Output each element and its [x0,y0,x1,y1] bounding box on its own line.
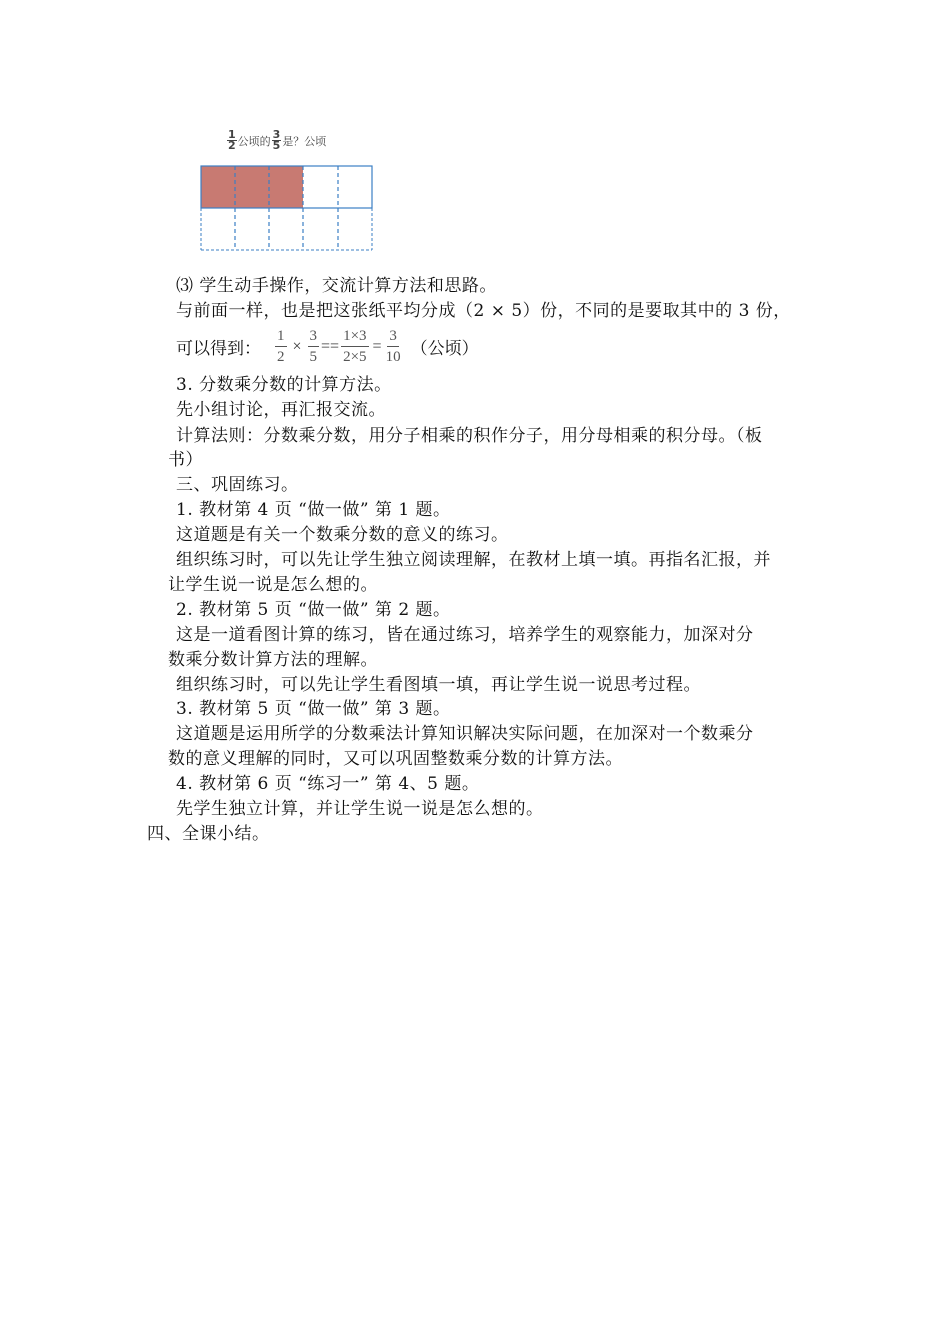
fraction-numerator: 1×3 [341,326,368,347]
text-line: 书） [168,450,203,470]
caption-text-end: 是？公顷 [282,134,327,148]
fraction-denominator: 5 [272,139,281,152]
caption-fraction-three-fifths [272,130,282,151]
shaded-cell-1 [201,166,235,208]
text-line: 计算法则：分数乘分数，用分子相乘的积作分子，用分母相乘的积分母。（板 [176,426,763,446]
text-line: 先小组讨论，再汇报交流。 [176,400,386,420]
text-line: 1. 教材第 4 页 “做一做” 第 1 题。 [176,500,451,520]
fraction-one-half [275,326,287,367]
fraction-denominator: 2 [228,139,236,152]
fraction-numerator: 3 [272,128,281,141]
fraction-numerator: 1 [275,326,287,347]
text-line: 组织练习时，可以先让学生看图填一填，再让学生说一说思考过程。 [176,675,701,695]
text-line: 这道题是有关一个数乘分数的意义的练习。 [176,525,509,545]
text-line: 先学生独立计算，并让学生说一说是怎么想的。 [176,799,544,819]
fraction-numerator: 3 [387,326,399,347]
text-line: 这道题是运用所学的分数乘法计算知识解决实际问题，在加深对一个数乘分 [176,724,754,744]
text-line: 组织练习时，可以先让学生独立阅读理解，在教材上填一填。再指名汇报，并 [176,550,771,570]
bottom-half-outline [201,208,372,250]
fraction-denominator: 5 [309,349,318,365]
shaded-cell-3 [269,166,303,208]
formula-line [176,326,479,367]
formula-prefix: 可以得到： [176,339,261,359]
text-line: 数乘分数计算方法的理解。 [168,650,378,670]
fraction-result [386,326,401,367]
fraction-three-fifths [308,326,320,367]
text-line: 2. 教材第 5 页 “做一做” 第 2 题。 [176,600,451,620]
formula-unit: （公顷） [410,339,479,359]
figure-caption [226,130,326,151]
fraction-denominator: 2×5 [343,349,367,365]
fraction-numerator: 1 [228,128,236,141]
fraction-product [341,326,368,367]
text-line: ⑶ 学生动手操作，交流计算方法和思路。 [176,276,497,296]
text-line: 这是一道看图计算的练习，皆在通过练习，培养学生的观察能力，加深对分 [176,625,754,645]
fraction-numerator: 3 [308,326,320,347]
caption-fraction-half [227,130,237,151]
times-sign: × [292,337,302,355]
fraction-denominator: 2 [277,349,285,365]
fraction-denominator: 10 [385,349,401,365]
shaded-cell-2 [235,166,269,208]
section-heading: 三、巩固练习。 [176,475,299,495]
equals-sign: == [321,337,340,355]
text-line: 4. 教材第 6 页 “练习一” 第 4、5 题。 [176,774,480,794]
caption-text-mid: 公顷的 [237,134,271,148]
equals-sign: = [372,337,382,355]
text-line: 3. 分数乘分数的计算方法。 [176,375,392,395]
section-heading: 四、全课小结。 [147,824,270,844]
text-line: 3. 教材第 5 页 “做一做” 第 3 题。 [176,699,451,719]
text-line: 数的意义理解的同时，又可以巩固整数乘分数的计算方法。 [168,749,623,769]
area-model-diagram [200,165,375,251]
text-line: 让学生说一说是怎么想的。 [168,575,378,595]
text-line: 与前面一样，也是把这张纸平均分成（2 × 5）份，不同的是要取其中的 3 份， [176,301,791,321]
